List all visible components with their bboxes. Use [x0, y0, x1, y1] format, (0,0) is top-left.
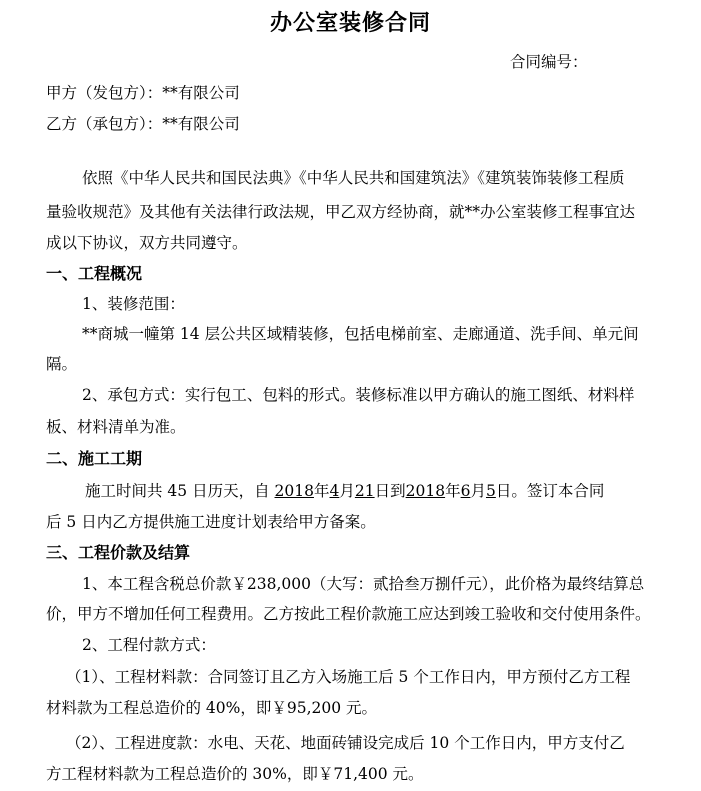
year-char: 年	[445, 482, 461, 500]
payment-item: （2）、工程进度款：水电、天花、地面砖铺设完成后 10 个工作日内，甲方支付乙	[66, 734, 625, 752]
month-char: 月	[339, 482, 355, 500]
month-char: 月	[470, 482, 486, 500]
price-text: 1、本工程含税总价款￥238,000（大写：贰拾叁万捌仟元），此价格为最终结算总	[82, 575, 645, 593]
payment-item: 方工程材料款为工程总造价的 30%，即￥71,400 元。	[46, 765, 424, 783]
payment-item: （1）、工程材料款：合同签订且乙方入场施工后 5 个工作日内，甲方预付乙方工程	[66, 668, 631, 686]
payment-label: 2、工程付款方式：	[82, 636, 216, 654]
end-month: 6	[460, 482, 471, 500]
payment-item: 材料款为工程总造价的 40%，即￥95,200 元。	[46, 699, 378, 717]
start-day: 21	[354, 482, 375, 500]
schedule-text: 后 5 日内乙方提供施工进度计划表给甲方备案。	[46, 513, 376, 531]
price-text: 价，甲方不增加任何工程费用。乙方按此工程价款施工应达到竣工验收和交付使用条件。	[46, 605, 651, 623]
scope-label: 1、装修范围：	[82, 295, 185, 313]
schedule-text: 施工时间共 45 日历天，自	[85, 482, 270, 500]
document-title: 办公室装修合同	[269, 10, 431, 36]
party-a: 甲方（发包方）：**有限公司	[46, 84, 240, 102]
section-heading: 三、工程价款及结算	[46, 543, 191, 562]
contract-number-label: 合同编号：	[510, 53, 588, 71]
scope-text: 隔。	[46, 355, 78, 373]
scope-text: **商城一幢第 14 层公共区域精装修，包括电梯前室、走廊通道、洗手间、单元间	[82, 325, 639, 343]
contract-mode-text: 2、承包方式：实行包工、包料的形式。装修标准以甲方确认的施工图纸、材料样	[82, 386, 635, 404]
section-heading: 二、施工工期	[46, 449, 143, 468]
start-year: 2018	[274, 482, 314, 500]
end-day: 5	[485, 482, 496, 500]
section-heading: 一、工程概况	[46, 264, 143, 283]
year-char: 年	[313, 482, 330, 500]
schedule-line	[85, 481, 604, 501]
intro-line: 依照《中华人民共和国民法典》《中华人民共和国建筑法》《建筑装饰装修工程质	[82, 169, 625, 187]
start-month: 4	[329, 482, 340, 500]
intro-line: 成以下协议，双方共同遵守。	[46, 234, 248, 252]
contract-mode-text: 板、材料清单为准。	[46, 418, 186, 436]
intro-line: 量验收规范》及其他有关法律行政法规，甲乙双方经协商，就**办公室装修工程事宜达	[46, 203, 636, 221]
to-text: 日到	[374, 482, 406, 500]
schedule-tail: 日。签订本合同	[495, 482, 605, 500]
party-b: 乙方（承包方）：**有限公司	[46, 115, 240, 133]
end-year: 2018	[405, 482, 446, 500]
